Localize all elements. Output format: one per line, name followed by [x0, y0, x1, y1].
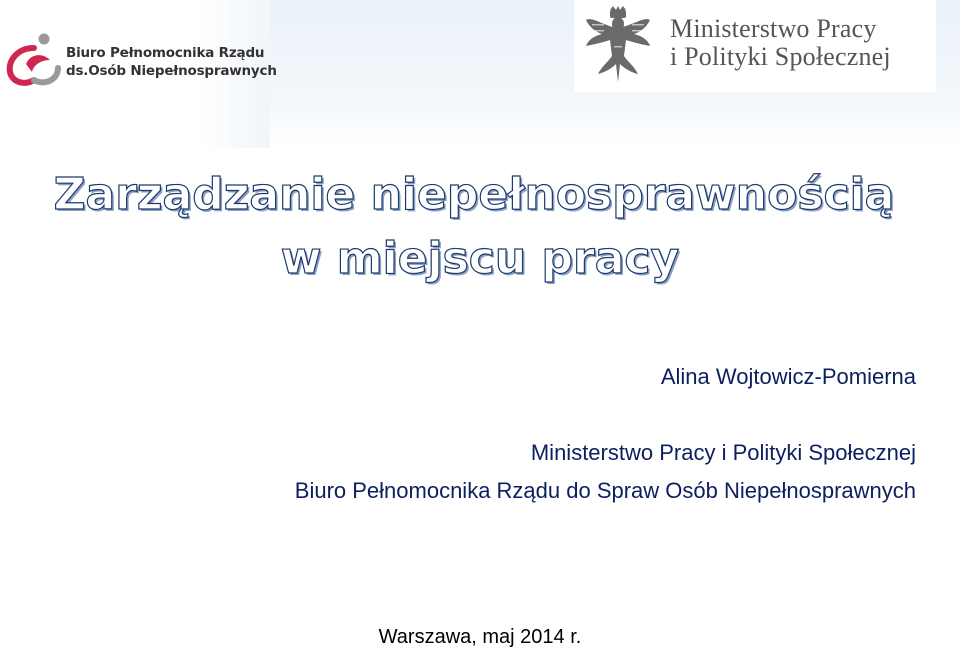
author-name: Alina Wojtowicz-Pomierna — [660, 364, 916, 389]
ministry-logo-line1: Ministerstwo Pracy — [670, 14, 877, 43]
place-date: Warszawa, maj 2014 r. — [378, 626, 582, 648]
eagle-emblem-icon — [582, 6, 654, 86]
biuro-logo — [4, 30, 277, 90]
title-line2: w miejscu pracy — [280, 233, 680, 284]
biuro-logo-line2: ds.Osób Niepełnosprawnych — [66, 63, 277, 79]
affiliation-bureau: Biuro Pełnomocnika Rządu do Spraw Osób Niepełnosprawnych — [294, 478, 916, 503]
title-line1: Zarządzanie niepełnosprawnością — [53, 169, 895, 220]
presentation-title — [0, 166, 960, 288]
affiliation-ministry: Ministerstwo Pracy i Polityki Społecznej — [530, 440, 916, 465]
biuro-logo-line1: Biuro Pełnomocnika Rządu — [66, 45, 265, 61]
ministry-logo — [574, 0, 936, 92]
person-circle-logo-icon — [4, 30, 64, 90]
ministry-logo-line2: i Polityki Społecznej — [670, 42, 891, 71]
